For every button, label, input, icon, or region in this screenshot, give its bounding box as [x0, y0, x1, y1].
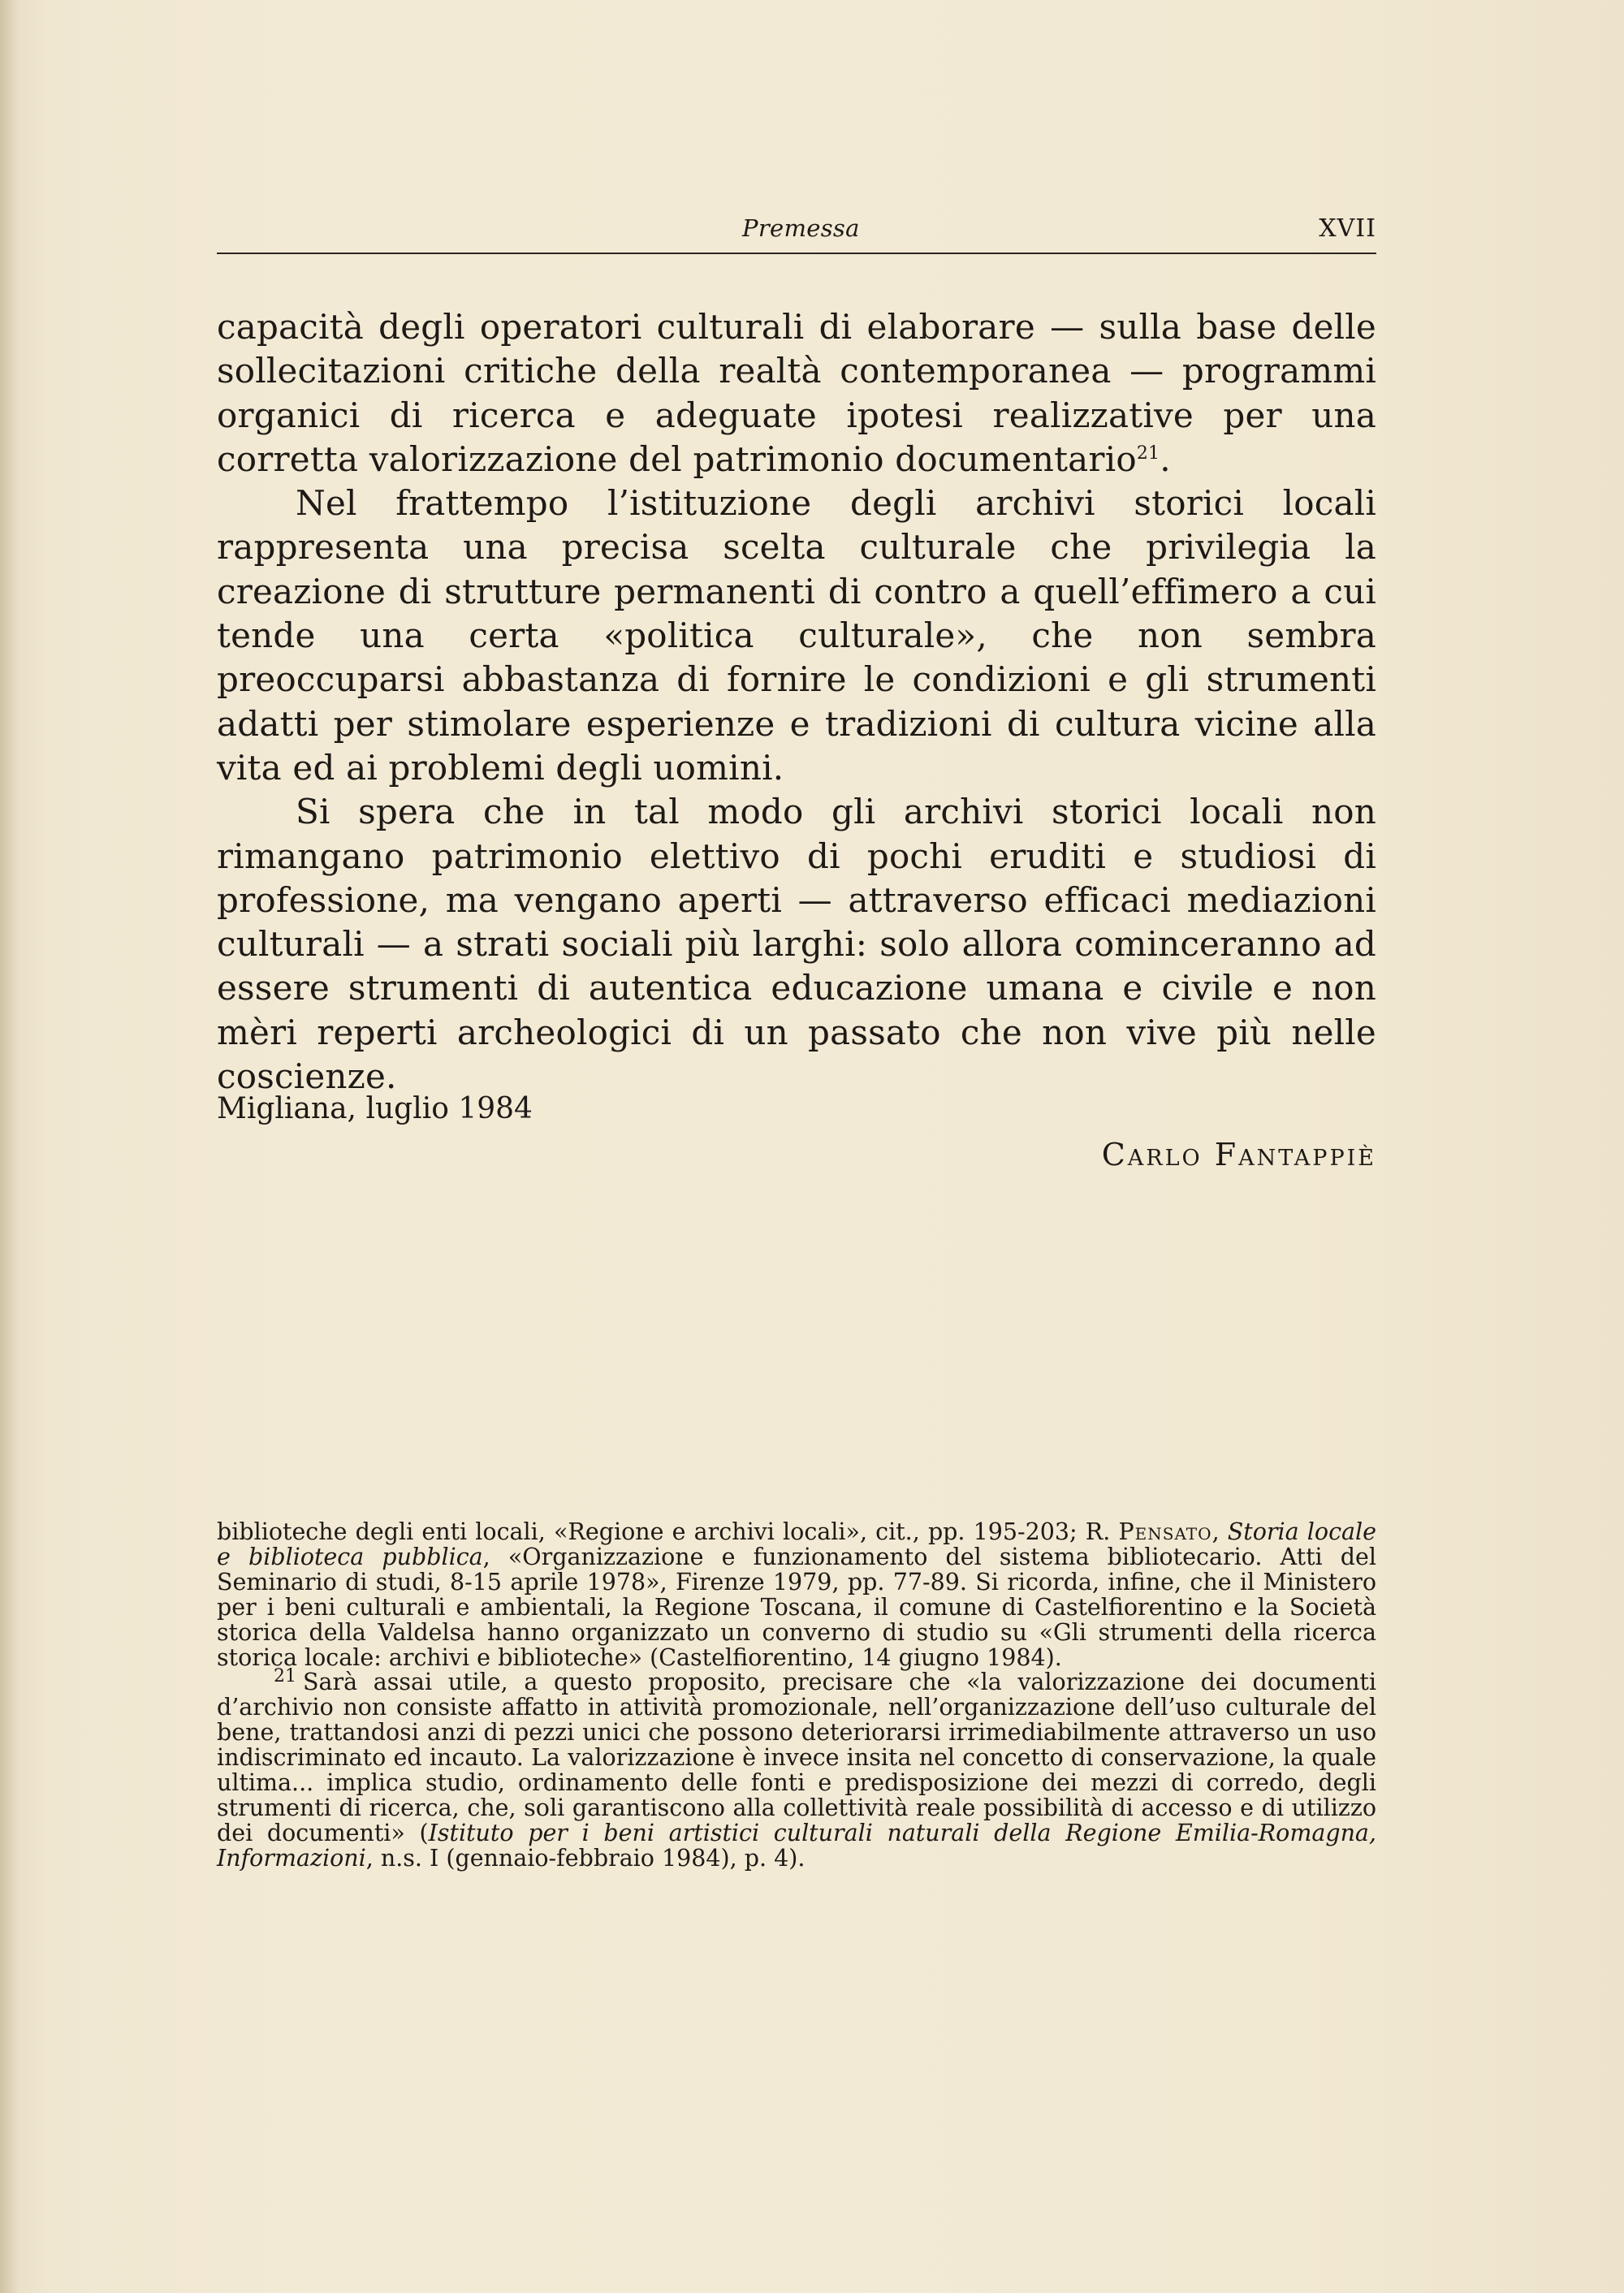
footnote-21-text-b: , n.s. I (gennaio-febbraio 1984), p. 4).	[365, 1844, 806, 1872]
header-rule	[217, 253, 1376, 254]
footnote-continuation	[217, 1520, 1376, 1670]
footnote-number: 21	[274, 1665, 296, 1686]
running-header	[217, 213, 1376, 253]
paragraph-1	[217, 305, 1376, 481]
footnote-cited-author: Pensato	[1118, 1518, 1212, 1545]
footnotes	[217, 1520, 1376, 1872]
footnote-cont-text-b: ,	[1212, 1518, 1228, 1545]
footnote-cont-text-c: , «Organizzazione e funzionamento del sistema bibliotecario. Atti del Seminario di studi, 8-15 aprile 1978», Firenze 1979, pp. 77-89. Si ricorda, infine, che il Ministero per i beni culturali e ambientali, la Regione Toscana, il comune di Castelfiorentino e la Società storica della Valdelsa hanno organizzato un converno di studio su «Gli strumenti della ricerca storica locale: archivi e biblioteche» (Castelfiorentino, 14 giugno 1984).	[217, 1543, 1376, 1671]
paragraph-1-text: capacità degli operatori culturali di elaborare — sulla base delle sollecitazioni critiche della realtà contemporanea — programmi organici di ricerca e adeguate ipotesi realizzative per una corretta valorizzazione del patrimonio documentario	[217, 307, 1376, 479]
footnote-21-cited-title: Istituto per i beni artistici culturali naturali della Regione Emilia-Romagna, Informazioni	[217, 1819, 1376, 1872]
page-number: XVII	[1319, 214, 1376, 243]
running-title: Premessa	[742, 214, 860, 242]
paragraph-3: Si spera che in tal modo gli archivi storici locali non rimangano patrimonio elettivo di pochi eruditi e studiosi di professione, ma vengano aperti — attraverso efficaci mediazioni culturali — a strati sociali più larghi: solo allora cominceranno ad essere strumenti di autentica educazione umana e civile e non mèri reperti archeologici di un passato che non vive più nelle coscienze.	[217, 792, 1376, 1097]
binding-shadow	[0, 0, 18, 2293]
author-signature: Carlo Fantappiè	[1101, 1137, 1376, 1172]
footnote-cont-text-a: biblioteche degli enti locali, «Regione e archivi locali», cit., pp. 195-203; R.	[217, 1518, 1119, 1545]
paragraph-2: Nel frattempo l’istituzione degli archivi storici locali rappresenta una precisa scelta culturale che privilegia la creazione di strutture permanenti di contro a quell’effimero a cui tende una certa «politica culturale», che non sembra preoccuparsi abbastanza di fornire le condizioni e gli strumenti adatti per stimolare esperienze e tradizioni di cultura vicine alla vita ed ai problemi degli uomini.	[217, 483, 1376, 788]
footnote-cited-title: Storia locale e biblioteca pubblica	[217, 1518, 1377, 1570]
footnote-21	[217, 1665, 1376, 1872]
paragraph-1-end: .	[1160, 438, 1171, 479]
place-date: Migliana, luglio 1984	[217, 1092, 533, 1125]
main-text	[217, 305, 1376, 1099]
footnote-ref-21: 21	[1136, 443, 1160, 464]
footnote-21-text-a: Sarà assai utile, a questo proposito, precisare che «la valorizzazione dei documenti d’archivio non consiste affatto in attività promozionale, nell’organizzazione dell’uso culturale del bene, trattandosi anzi di pezzi unici che possono deteriorarsi irrimediabilmente attraverso un uso indiscriminato ed incauto. La valorizzazione è invece insita nel concetto di conservazione, la quale ultima... implica studio, ordinamento delle fonti e predisposizione dei mezzi di corredo, degli strumenti di ricerca, che, soli garantiscono alla collettività reale possibilità di accesso e di utilizzo dei documenti» (	[217, 1669, 1376, 1846]
